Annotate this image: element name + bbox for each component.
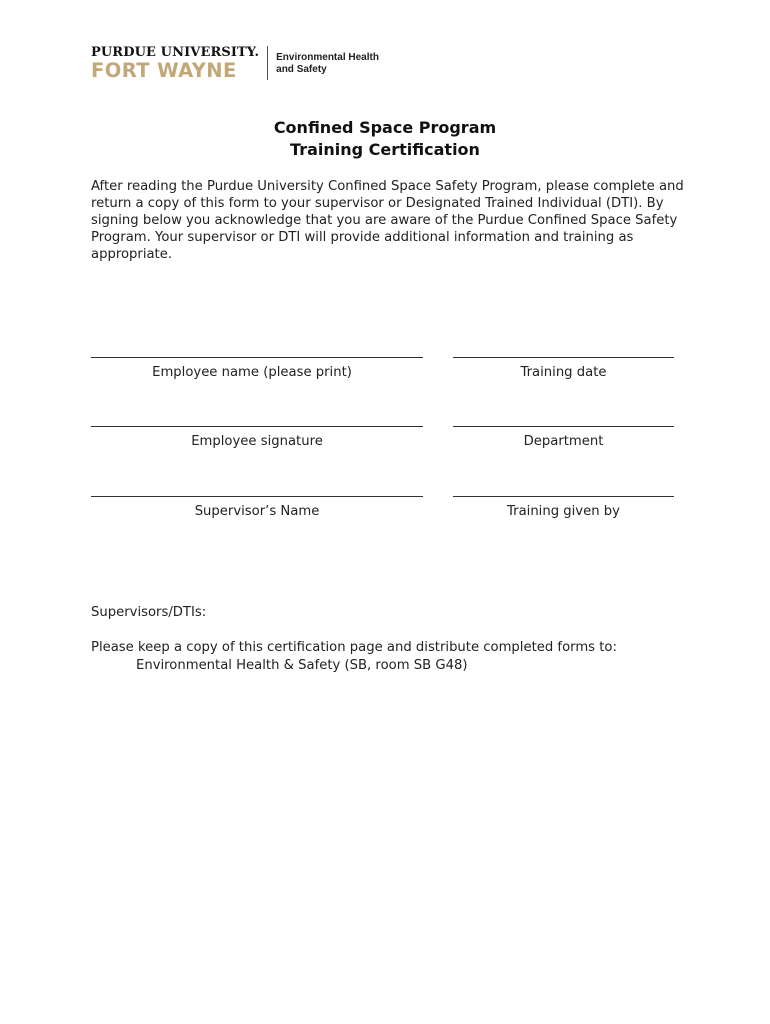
signature-line <box>453 496 674 497</box>
supervisor-name-label: Supervisor’s Name <box>194 504 320 519</box>
distribution-destination: Environmental Health & Safety (SB, room SB G48) <box>136 658 468 673</box>
signature-line <box>453 357 674 358</box>
logo-wordmark <box>91 46 259 82</box>
training-date-label: Training date <box>520 365 607 380</box>
supervisor-name-field[interactable] <box>91 496 423 521</box>
signature-line <box>453 426 674 427</box>
department-field[interactable] <box>453 426 674 451</box>
signature-line <box>91 426 423 427</box>
logo-department-line2: and Safety <box>276 64 327 75</box>
signature-line <box>91 496 423 497</box>
logo-university: PURDUE UNIVERSITY. <box>91 45 260 60</box>
logo-department <box>276 46 379 76</box>
employee-signature-field[interactable] <box>91 426 423 451</box>
training-date-field[interactable] <box>453 357 674 382</box>
purdue-fort-wayne-logo <box>91 46 379 82</box>
department-label: Department <box>523 434 604 449</box>
distribution-instruction: Please keep a copy of this certification page and distribute completed forms to: <box>91 640 617 655</box>
employee-signature-label: Employee signature <box>191 434 323 449</box>
supervisors-heading: Supervisors/DTIs: <box>91 605 207 620</box>
intro-paragraph: After reading the Purdue University Confined Space Safety Program, please complete and return a copy of this form to your supervisor or Designated Trained Individual (DTI). By signing below you acknowledge that you are aware of the Purdue Confined Space Safety Program. Your supervisor or DTI will provide additional information and training as appropriate. <box>91 179 684 262</box>
logo-department-line1: Environmental Health <box>276 52 379 63</box>
document-subtitle: Training Certification <box>290 140 480 159</box>
employee-name-field[interactable] <box>91 357 423 382</box>
training-given-by-field[interactable] <box>453 496 674 521</box>
logo-campus: FORT WAYNE <box>91 59 237 82</box>
document-title: Confined Space Program <box>273 118 497 137</box>
logo-divider <box>267 46 268 80</box>
signature-line <box>91 357 423 358</box>
employee-name-label: Employee name (please print) <box>152 365 352 380</box>
training-given-by-label: Training given by <box>507 504 620 519</box>
